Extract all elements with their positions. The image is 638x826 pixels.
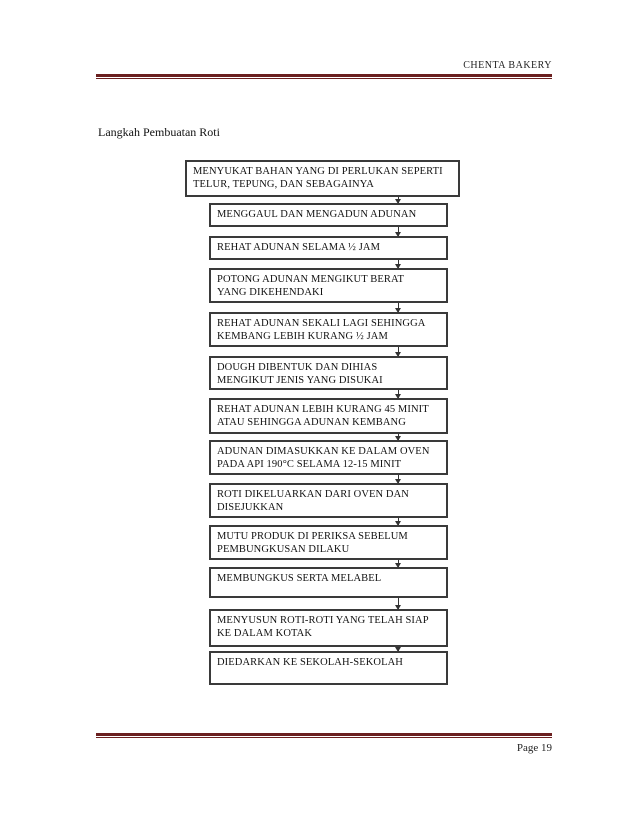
flow-arrow — [398, 598, 399, 609]
flow-arrow — [398, 560, 399, 567]
footer-rule — [96, 733, 552, 738]
flow-step-10 — [209, 525, 448, 560]
flow-step-11 — [209, 567, 448, 598]
flow-step-text: KE DALAM KOTAK — [217, 628, 313, 639]
flow-step-text: TELUR, TEPUNG, DAN SEBAGAINYA — [193, 179, 374, 190]
flow-step-text: MEMBUNGKUS SERTA MELABEL — [217, 573, 382, 584]
flow-step-text: MENYUSUN ROTI-ROTI YANG TELAH SIAP — [217, 615, 429, 626]
flow-arrow — [398, 347, 399, 356]
flow-step-6 — [209, 356, 448, 390]
flow-step-2 — [209, 203, 448, 227]
section-title: Langkah Pembuatan Roti — [98, 125, 220, 139]
page-number: Page 19 — [516, 742, 552, 754]
flow-step-text: DOUGH DIBENTUK DAN DIHIAS — [217, 362, 378, 373]
flow-step-text: ATAU SEHINGGA ADUNAN KEMBANG — [217, 417, 406, 428]
flow-step-text: MENYUKAT BAHAN YANG DI PERLUKAN SEPERTI — [193, 166, 443, 177]
flow-step-5 — [209, 312, 448, 347]
document-header-title: CHENTA BAKERY — [463, 60, 552, 71]
flow-step-9 — [209, 483, 448, 518]
flow-step-text: DISEJUKKAN — [217, 502, 284, 513]
flow-step-text: MUTU PRODUK DI PERIKSA SEBELUM — [217, 531, 408, 542]
flow-step-4 — [209, 268, 448, 303]
flow-arrow — [398, 475, 399, 483]
flow-step-text: KEMBANG LEBIH KURANG ½ JAM — [217, 331, 388, 342]
flow-step-8 — [209, 440, 448, 475]
flow-step-text: MENGIKUT JENIS YANG DISUKAI — [217, 375, 383, 386]
flow-step-text: PADA API 190°C SELAMA 12-15 MINIT — [217, 459, 402, 470]
flow-step-text: ROTI DIKELUARKAN DARI OVEN DAN — [217, 489, 409, 500]
flow-step-text: REHAT ADUNAN SEKALI LAGI SEHINGGA — [217, 318, 426, 329]
flow-arrow — [398, 227, 399, 236]
flow-arrow — [398, 303, 399, 312]
flow-step-text: REHAT ADUNAN SELAMA ½ JAM — [217, 242, 381, 253]
flow-arrow — [398, 390, 399, 398]
flow-step-7 — [209, 398, 448, 434]
flow-step-text: POTONG ADUNAN MENGIKUT BERAT — [217, 274, 405, 285]
flow-step-text: REHAT ADUNAN LEBIH KURANG 45 MINIT — [217, 404, 429, 415]
flow-step-1 — [185, 160, 460, 197]
flow-step-3 — [209, 236, 448, 260]
flow-arrow — [398, 518, 399, 525]
flow-step-text: ADUNAN DIMASUKKAN KE DALAM OVEN — [217, 446, 430, 457]
flow-arrow — [398, 260, 399, 268]
flow-step-text: PEMBUNGKUSAN DILAKU — [217, 544, 350, 555]
flow-step-12 — [209, 609, 448, 647]
flow-step-13 — [209, 651, 448, 685]
process-flowchart — [185, 160, 460, 685]
flow-step-text: DIEDARKAN KE SEKOLAH-SEKOLAH — [217, 657, 403, 668]
flow-step-text: YANG DIKEHENDAKI — [217, 287, 324, 298]
header-rule — [96, 74, 552, 79]
flow-step-text: MENGGAUL DAN MENGADUN ADUNAN — [217, 209, 417, 220]
